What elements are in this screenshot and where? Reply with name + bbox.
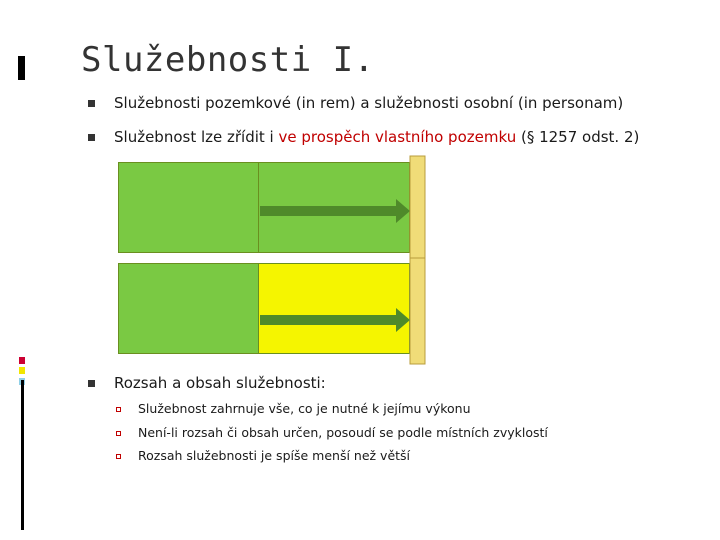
arrow-bottom-shaft bbox=[260, 315, 396, 325]
sub-bullet-marker bbox=[116, 431, 121, 436]
sub-bullet-marker bbox=[116, 454, 121, 459]
bullet-text-2-post: (§ 1257 odst. 2) bbox=[516, 128, 640, 146]
sub-bullet-text-1: Služebnost zahrnuje vše, co je nutné k jejímu výkonu bbox=[138, 401, 471, 416]
bullet-text-3: Rozsah a obsah služebnosti: bbox=[114, 374, 326, 392]
sub-bullet-marker bbox=[116, 407, 121, 412]
pole bbox=[410, 156, 425, 364]
arrow-top-shaft bbox=[260, 206, 396, 216]
bullet-text-2-highlight: ve prospěch vlastního pozemku bbox=[278, 128, 517, 146]
bullet-marker bbox=[88, 380, 95, 387]
arrow-bottom-head bbox=[396, 308, 410, 332]
page-title: Služebnosti I. bbox=[81, 40, 375, 80]
bullet-text-1: Služebnosti pozemkové (in rem) a služebnosti osobní (in personam) bbox=[114, 94, 624, 112]
sub-bullet-text-3: Rozsah služebnosti je spíše menší než větší bbox=[138, 448, 411, 463]
arrow-top-head bbox=[396, 199, 410, 223]
bullet-text-2-pre: Služebnost lze zřídit i bbox=[114, 128, 279, 146]
sub-bullet-text-2: Není-li rozsah či obsah určen, posoudí se podle místních zvyklostí bbox=[138, 425, 548, 440]
